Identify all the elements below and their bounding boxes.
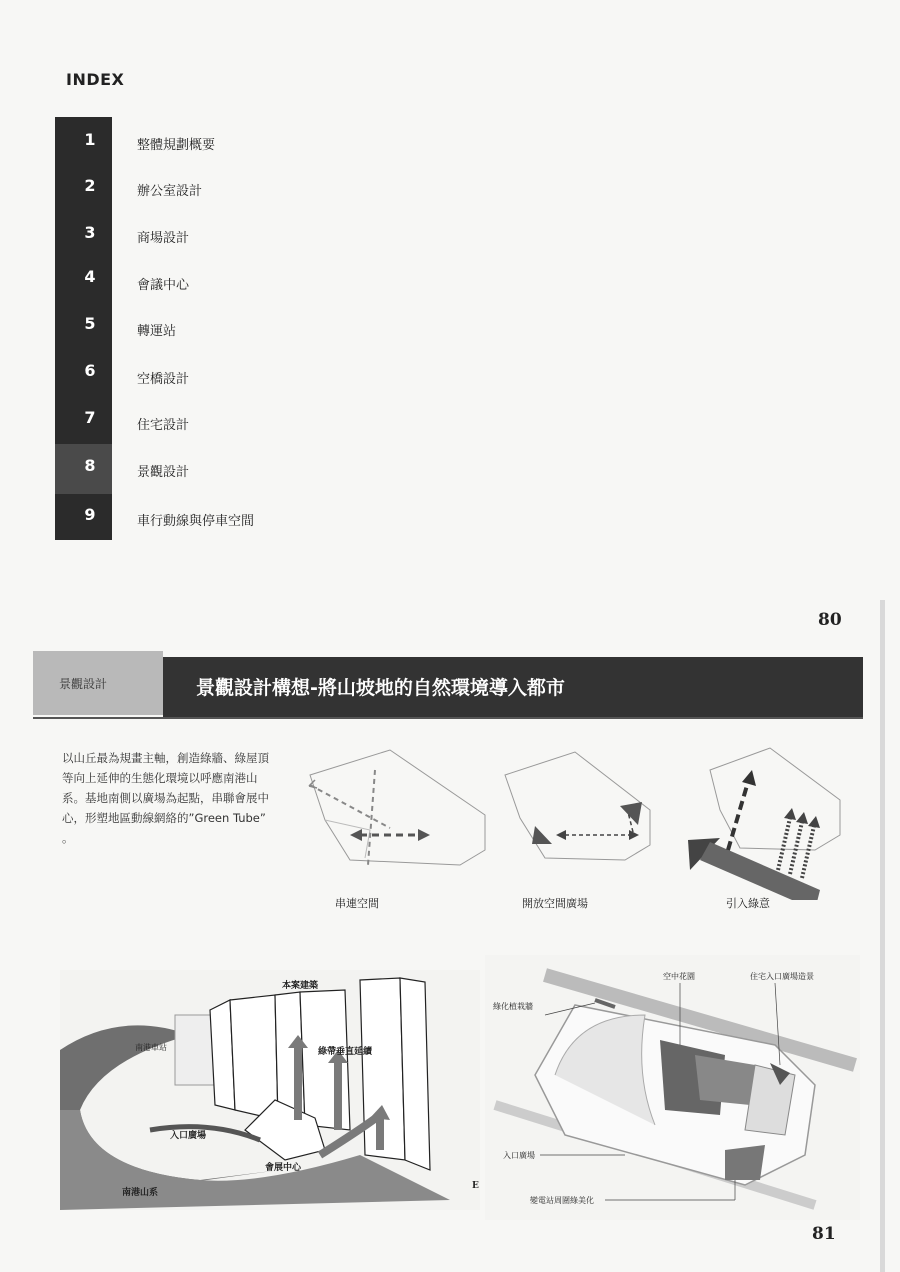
label-building: 本案建築 [282, 981, 319, 991]
index-num-5: 5 [84, 314, 96, 333]
label-substation: 變電站周圍綠美化 [530, 1196, 594, 1205]
diagram-green [688, 748, 840, 900]
index-item-1[interactable]: 整體規劃概要 [137, 138, 216, 153]
label-east: E [472, 1181, 479, 1191]
label-entrance: 入口廣場 [170, 1131, 207, 1141]
caption-open-plaza: 開放空間廣場 [522, 897, 588, 910]
index-item-2[interactable]: 辦公室設計 [137, 184, 203, 199]
page-number-80: 80 [818, 610, 842, 630]
index-num-1: 1 [84, 130, 96, 149]
concept-diagrams [290, 740, 850, 900]
label-greenbelt: 綠帶垂直延續 [318, 1047, 373, 1057]
site-plan [485, 955, 860, 1220]
index-item-7[interactable]: 住宅設計 [137, 418, 190, 433]
label-mountain: 南港山系 [122, 1188, 159, 1198]
label-sky-garden: 空中花園 [663, 972, 695, 981]
index-item-9[interactable]: 車行動線與停車空間 [137, 514, 255, 529]
label-convention: 會展中心 [265, 1163, 302, 1173]
index-item-3[interactable]: 商場設計 [137, 231, 190, 246]
header-divider [33, 717, 863, 719]
index-num-9: 9 [84, 505, 96, 524]
index-num-4: 4 [84, 267, 96, 286]
caption-connect-space: 串連空間 [335, 897, 379, 910]
section-title-bar [163, 657, 863, 717]
caption-green: 引入綠意 [726, 897, 770, 910]
page-edge-shadow [880, 600, 885, 1272]
section-title: 景觀設計構想-將山坡地的自然環境導入都市 [196, 677, 565, 699]
page-number-81: 81 [812, 1224, 836, 1244]
section-tag [33, 651, 163, 715]
index-title: INDEX [66, 70, 125, 89]
index-num-7: 7 [84, 408, 96, 427]
index-item-4[interactable]: 會議中心 [137, 278, 190, 293]
label-green-wall: 綠化植栽牆 [493, 1002, 533, 1011]
diagram-open-plaza [505, 752, 650, 860]
label-site-entrance: 入口廣場 [503, 1151, 535, 1160]
index-item-6[interactable]: 空橋設計 [137, 372, 190, 387]
intro-paragraph: 以山丘最為規畫主軸，創造綠牆、綠屋頂等向上延伸的生態化環境以呼應南港山系。基地南側以廣場為起點，串聯會展中心，形塑地區動線網絡的”Green Tube” 。 [62, 751, 269, 845]
label-station: 南港車站 [135, 1043, 167, 1052]
index-item-5[interactable]: 轉運站 [137, 324, 177, 339]
section-tag-label: 景觀設計 [59, 677, 108, 691]
diagram-connect-space [309, 750, 485, 865]
label-residential: 住宅入口廣場造景 [750, 972, 814, 981]
index-num-8: 8 [84, 456, 96, 475]
index-num-2: 2 [84, 176, 96, 195]
index-num-3: 3 [84, 223, 96, 242]
index-item-8[interactable]: 景觀設計 [137, 465, 190, 480]
index-num-6: 6 [84, 361, 96, 380]
perspective-illustration [60, 970, 480, 1210]
